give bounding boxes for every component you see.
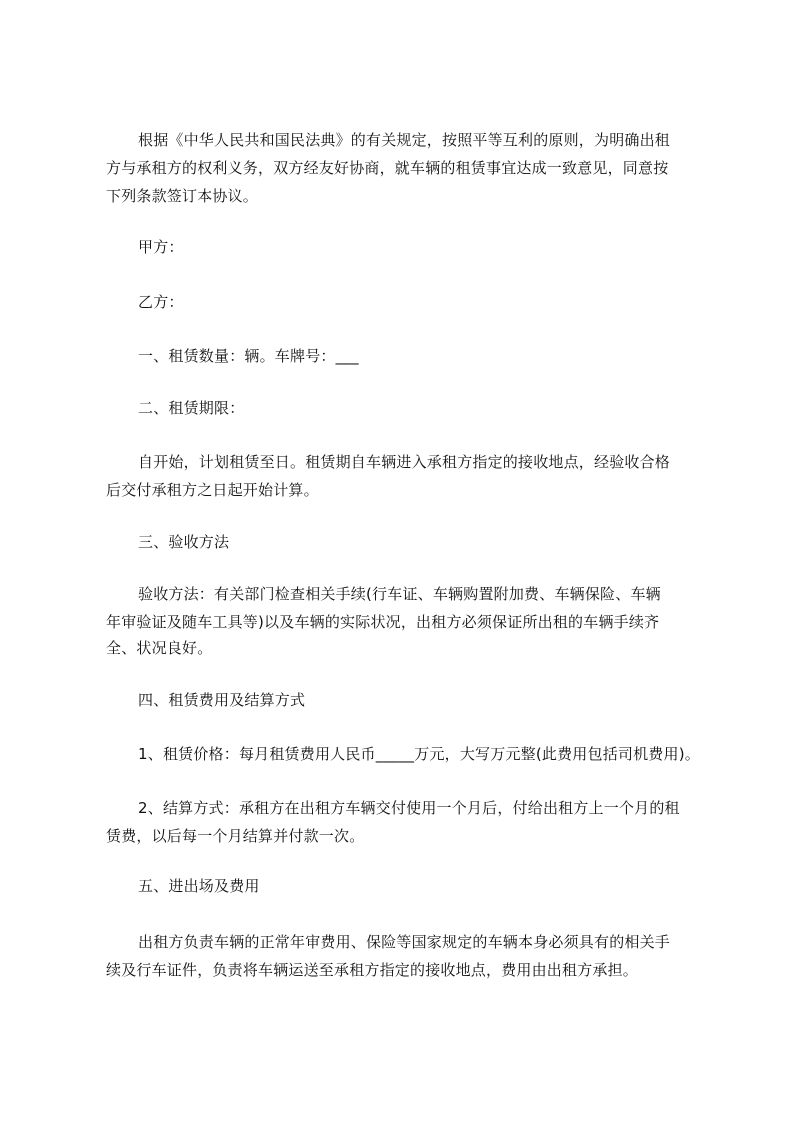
intro-line-2: 方与承租方的权利义务，双方经友好协商，就车辆的租赁事宜达成一致意见，同意按: [106, 159, 669, 177]
party-a-label: 甲方：: [138, 238, 184, 256]
section4-item1-price: 1、租赁价格：每月租赁费用人民币_____万元，大写万元整(此费用包括司机费用)。: [138, 745, 700, 763]
section2-title: 二、租赁期限：: [138, 399, 245, 417]
section3-body-line-3: 全、状况良好。: [106, 639, 213, 657]
intro-line-3: 下列条款签订本协议。: [106, 187, 259, 205]
section4-title: 四、租赁费用及结算方式: [138, 691, 306, 709]
section1-rental-quantity: 一、租赁数量：辆。车牌号：___: [138, 347, 359, 365]
section4-item2-line-2: 赁费，以后每一个月结算并付款一次。: [106, 827, 365, 845]
section3-body-line-2: 年审验证及随车工具等)以及车辆的实际状况，出租方必须保证所出租的车辆手续齐: [106, 613, 660, 631]
section2-body-line-2: 后交付承租方之日起开始计算。: [106, 481, 319, 499]
section5-title: 五、进出场及费用: [138, 877, 260, 895]
section5-body-line-1: 出租方负责车辆的正常年审费用、保险等国家规定的车辆本身必须具有的相关手: [138, 933, 671, 951]
section2-body-line-1: 自开始，计划租赁至日。租赁期自车辆进入承租方指定的接收地点，经验收合格: [138, 453, 671, 471]
section5-body-line-2: 续及行车证件，负责将车辆运送至承租方指定的接收地点，费用由出租方承担。: [106, 961, 639, 979]
section4-item2-line-1: 2、结算方式：承租方在出租方车辆交付使用一个月后，付给出租方上一个月的租: [138, 799, 680, 817]
intro-line-1: 根据《中华人民共和国民法典》的有关规定，按照平等互利的原则，为明确出租: [138, 131, 671, 149]
party-b-label: 乙方：: [138, 293, 184, 311]
section3-title: 三、验收方法: [138, 533, 230, 551]
section3-body-line-1: 验收方法：有关部门检查相关手续(行车证、车辆购置附加费、车辆保险、车辆: [138, 585, 661, 603]
